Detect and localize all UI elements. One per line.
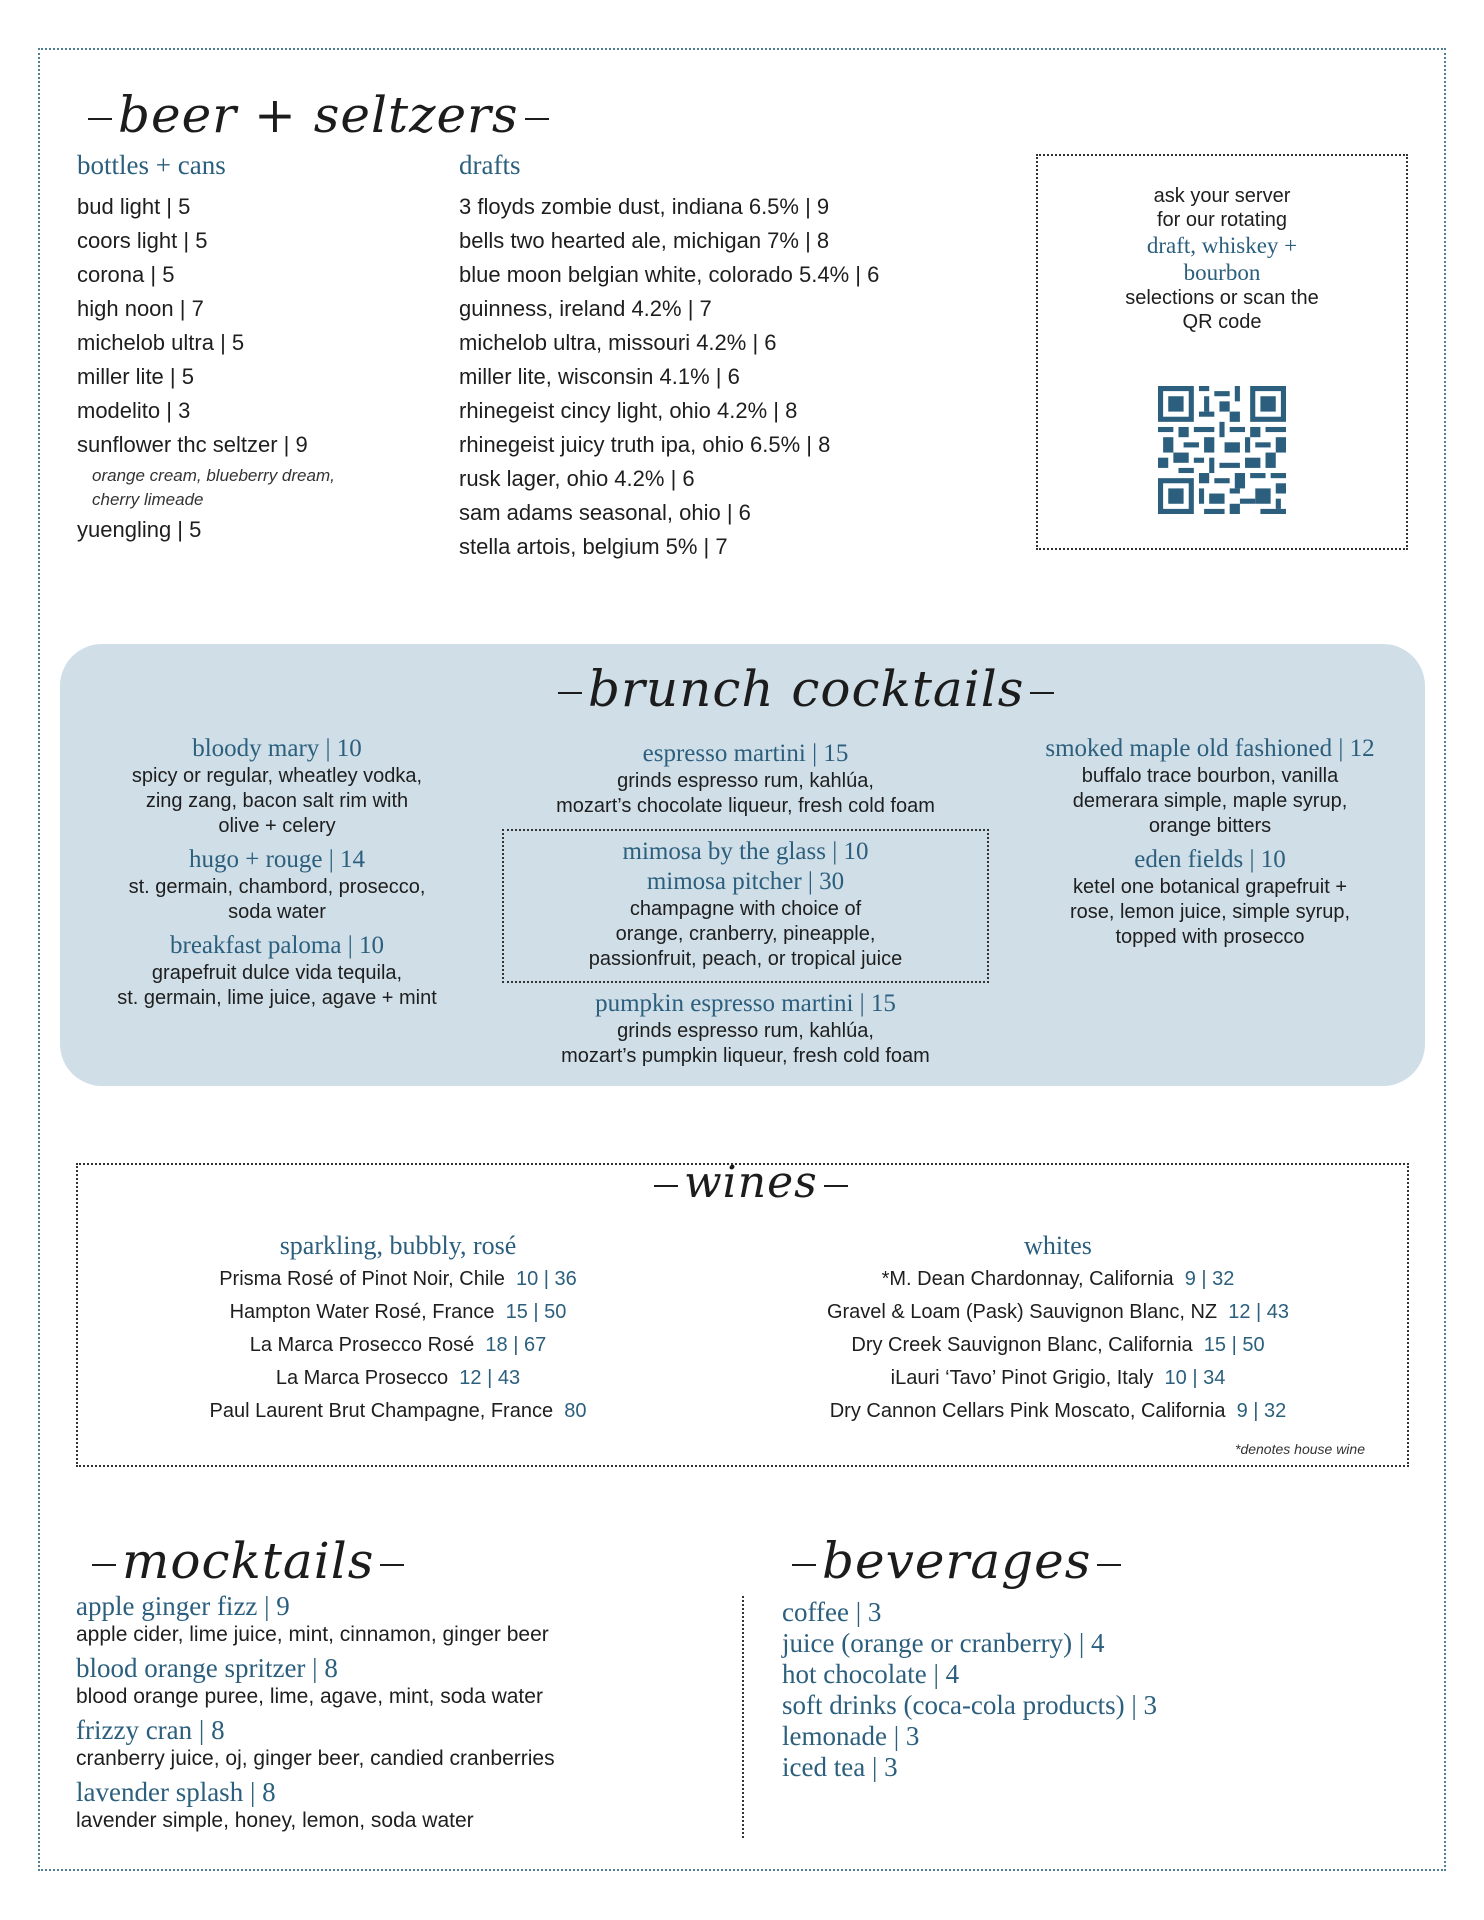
wine-price: 9 | 32 [1236, 1400, 1287, 1422]
list-item: rhinegeist juicy truth ipa, ohio 6.5% | 8 [459, 432, 831, 457]
wine-price: 12 | 43 [1228, 1301, 1290, 1323]
seltzer-flavors: orange cream, blueberry dream, [92, 466, 335, 485]
brunch-right-column [1005, 734, 1415, 950]
qr-text: ask your server [1153, 185, 1291, 207]
wine-row [138, 1296, 658, 1329]
menu-item-desc: spicy or regular, wheatley vodka, [131, 765, 423, 787]
menu-item-title: iced tea | 3 [782, 1752, 898, 1782]
wine-row [758, 1329, 1358, 1362]
menu-item-title: mimosa pitcher | 30 [646, 868, 845, 895]
list-item: blue moon belgian white, colorado 5.4% | 6 [459, 262, 880, 287]
wine-name: Prisma Rosé of Pinot Noir, Chile [219, 1268, 505, 1290]
menu-item-desc: orange, cranberry, pineapple, [615, 923, 876, 945]
list-item: michelob ultra, missouri 4.2% | 6 [459, 330, 777, 355]
menu-item-desc: demerara simple, maple syrup, [1072, 790, 1348, 812]
wines-heading: wines [648, 1157, 854, 1208]
wine-section-title: sparkling, bubbly, rosé [279, 1231, 517, 1260]
wine-price: 12 | 43 [459, 1367, 521, 1389]
menu-item-desc: soda water [228, 901, 326, 923]
menu-item-title: lemonade | 3 [782, 1721, 920, 1751]
wine-row [758, 1263, 1358, 1296]
menu-item-title: smoked maple old fashioned | 12 [1045, 735, 1375, 762]
list-item: rusk lager, ohio 4.2% | 6 [459, 466, 695, 491]
wine-row [138, 1329, 658, 1362]
wine-price: 80 [564, 1400, 587, 1422]
qr-code-icon[interactable] [1158, 386, 1286, 514]
column-divider [742, 1596, 744, 1838]
house-wine-note: *denotes house wine [1235, 1441, 1365, 1457]
list-item: high noon | 7 [77, 296, 204, 321]
menu-item-title: apple ginger fizz | 9 [76, 1591, 290, 1621]
qr-text: for our rotating [1156, 209, 1288, 231]
mocktails-heading: mocktails [86, 1532, 410, 1590]
list-item: stella artois, belgium 5% | 7 [459, 534, 728, 559]
wine-name: La Marca Prosecco [275, 1367, 449, 1389]
wine-name: Hampton Water Rosé, France [229, 1301, 495, 1323]
menu-item-desc: grinds espresso rum, kahlúa, [617, 770, 874, 792]
menu-item-title: juice (orange or cranberry) | 4 [782, 1628, 1105, 1658]
menu-item-title: frizzy cran | 8 [76, 1715, 225, 1745]
qr-text: QR code [1182, 311, 1262, 333]
menu-item-desc: champagne with choice of [629, 898, 862, 920]
list-item: bud light | 5 [77, 194, 191, 219]
list-item: 3 floyds zombie dust, indiana 6.5% | 9 [459, 194, 830, 219]
menu-item-desc: buffalo trace bourbon, vanilla [1081, 765, 1339, 787]
seltzer-flavors: cherry limeade [92, 490, 204, 509]
menu-item-desc: topped with prosecco [1115, 926, 1305, 948]
wine-row [138, 1362, 658, 1395]
wine-name: *M. Dean Chardonnay, California [881, 1268, 1174, 1290]
wine-row [138, 1263, 658, 1296]
menu-item-desc: grapefruit dulce vida tequila, [151, 962, 403, 984]
menu-item-desc: cranberry juice, oj, ginger beer, candied cranberries [76, 1747, 555, 1770]
wine-row [758, 1395, 1358, 1428]
list-item: bells two hearted ale, michigan 7% | 8 [459, 228, 830, 253]
menu-item-title: blood orange spritzer | 8 [76, 1653, 338, 1683]
beverages-list [782, 1597, 1157, 1783]
list-item: yuengling | 5 [77, 517, 202, 542]
espresso-martini [502, 739, 989, 819]
wine-price: 18 | 67 [485, 1334, 547, 1356]
menu-item-desc: grinds espresso rum, kahlúa, [617, 1020, 874, 1042]
menu-item-desc: rose, lemon juice, simple syrup, [1069, 901, 1351, 923]
pumpkin-espresso-martini [502, 989, 989, 1069]
menu-item-title: breakfast paloma | 10 [170, 932, 384, 959]
list-item: sunflower thc seltzer | 9 [77, 432, 308, 457]
menu-item-title: mimosa by the glass | 10 [622, 838, 869, 865]
menu-item-desc: mozart’s chocolate liqueur, fresh cold foam [556, 795, 935, 817]
wine-section-title: whites [1024, 1231, 1092, 1260]
menu-item-title: hugo + rouge | 14 [188, 846, 366, 873]
list-item: miller lite | 5 [77, 364, 194, 389]
wine-price: 9 | 32 [1184, 1268, 1235, 1290]
menu-item-title: bloody mary | 10 [192, 735, 362, 762]
list-item: michelob ultra | 5 [77, 330, 245, 355]
menu-item-title: pumpkin espresso martini | 15 [595, 990, 896, 1017]
wine-name: Dry Cannon Cellars Pink Moscato, California [829, 1400, 1226, 1422]
wine-name: Dry Creek Sauvignon Blanc, California [851, 1334, 1193, 1356]
menu-item-desc: zing zang, bacon salt rim with [145, 790, 409, 812]
wine-price: 10 | 36 [515, 1268, 577, 1290]
qr-text-highlight: draft, whiskey + [1146, 233, 1298, 258]
list-item: miller lite, wisconsin 4.1% | 6 [459, 364, 740, 389]
menu-item-desc: lavender simple, honey, lemon, soda water [76, 1809, 474, 1832]
wine-name: Gravel & Loam (Pask) Sauvignon Blanc, NZ [826, 1301, 1218, 1323]
list-item: sam adams seasonal, ohio | 6 [459, 500, 751, 525]
list-item: rhinegeist cincy light, ohio 4.2% | 8 [459, 398, 798, 423]
brunch-left-column [62, 734, 492, 1011]
qr-text-highlight: bourbon [1183, 260, 1261, 285]
list-item: coors light | 5 [77, 228, 208, 253]
menu-item-desc: st. germain, lime juice, agave + mint [117, 987, 437, 1009]
wine-price: 15 | 50 [505, 1301, 567, 1323]
whites-column [758, 1229, 1358, 1428]
menu-item-title: coffee | 3 [782, 1597, 882, 1627]
wine-row [138, 1395, 658, 1428]
menu-item-desc: blood orange puree, lime, agave, mint, soda water [76, 1685, 543, 1708]
wine-price: 15 | 50 [1203, 1334, 1265, 1356]
mocktails-list [76, 1590, 555, 1838]
list-item: modelito | 3 [77, 398, 191, 423]
wine-price: 10 | 34 [1164, 1367, 1226, 1389]
menu-item-desc: ketel one botanical grapefruit + [1072, 876, 1348, 898]
drafts-title: drafts [459, 150, 521, 180]
wine-name: La Marca Prosecco Rosé [249, 1334, 475, 1356]
menu-item-desc: mozart’s pumpkin liqueur, fresh cold foam [561, 1045, 930, 1067]
menu-item-desc: passionfruit, peach, or tropical juice [588, 948, 903, 970]
wine-row [758, 1296, 1358, 1329]
menu-item-desc: apple cider, lime juice, mint, cinnamon, ginger beer [76, 1623, 549, 1646]
beer-heading: beer + seltzers [82, 86, 555, 144]
wine-name: iLauri ‘Tavo’ Pinot Grigio, Italy [890, 1367, 1154, 1389]
menu-item-title: hot chocolate | 4 [782, 1659, 960, 1689]
menu-item-title: lavender splash | 8 [76, 1777, 276, 1807]
brunch-heading: brunch cocktails [552, 660, 1060, 718]
menu-item-desc: st. germain, chambord, prosecco, [128, 876, 426, 898]
list-item: corona | 5 [77, 262, 175, 287]
mimosa-box [502, 829, 989, 983]
menu-item-desc: orange bitters [1148, 815, 1272, 837]
menu-item-desc: olive + celery [218, 815, 336, 837]
menu-item-title: espresso martini | 15 [642, 740, 849, 767]
wines-box [76, 1157, 1409, 1467]
bottles-list [77, 190, 335, 547]
sparkling-column [138, 1229, 658, 1428]
bottles-title: bottles + cans [77, 150, 226, 180]
qr-callout [1036, 154, 1408, 550]
drafts-list [459, 190, 879, 564]
menu-item-title: eden fields | 10 [1134, 846, 1286, 873]
qr-text: selections or scan the [1125, 287, 1319, 309]
list-item: guinness, ireland 4.2% | 7 [459, 296, 712, 321]
wine-row [758, 1362, 1358, 1395]
beverages-heading: beverages [786, 1532, 1127, 1590]
wine-name: Paul Laurent Brut Champagne, France [209, 1400, 554, 1422]
menu-item-title: soft drinks (coca-cola products) | 3 [782, 1690, 1158, 1720]
